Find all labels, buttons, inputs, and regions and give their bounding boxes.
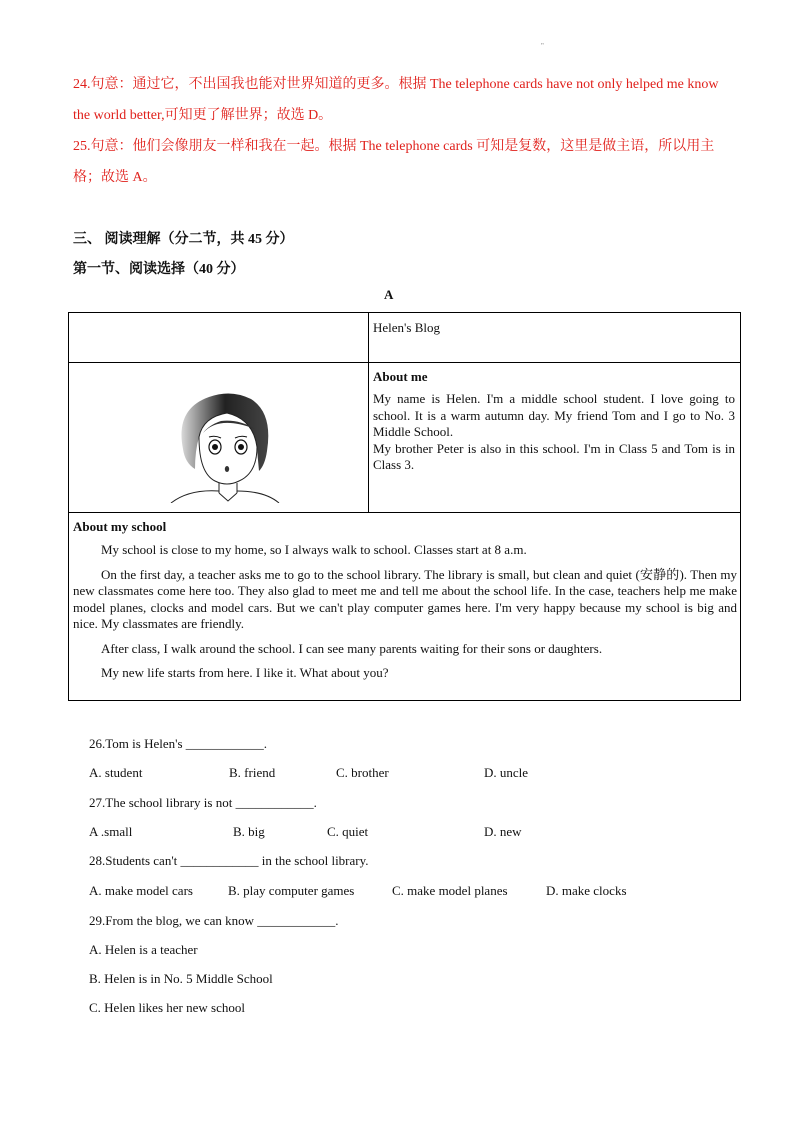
about-me-text2: My brother Peter is also in this school. I'm in Class 5 and Tom is in Class 3. <box>373 440 735 472</box>
question-27-option-c: C. quiet <box>327 824 369 839</box>
question-26-option-c: C. brother <box>336 765 389 780</box>
table-divider-row1 <box>69 362 740 363</box>
question-28-option-a: A. make model cars <box>89 883 193 898</box>
school-paragraph-3: After class, I walk around the school. I can see many parents waiting for their sons or daughters. <box>101 640 603 656</box>
question-29-stem: 29.From the blog, we can know ____________. <box>89 913 339 928</box>
question-29-option-a: A. Helen is a teacher <box>89 942 198 957</box>
question-27-stem: 27.The school library is not ____________. <box>89 795 317 810</box>
about-school-heading: About my school <box>73 519 167 534</box>
answer-25-line2: 格；故选 A。 <box>73 170 157 185</box>
question-26-option-b: B. friend <box>229 765 276 780</box>
about-me-heading: About me <box>373 369 428 384</box>
question-28-option-d: D. make clocks <box>546 883 627 898</box>
question-28-option-b: B. play computer games <box>228 883 355 898</box>
blog-title: Helen's Blog <box>373 320 440 335</box>
table-divider-row2 <box>69 512 740 513</box>
about-school-cell <box>73 519 737 682</box>
blog-table <box>68 312 741 701</box>
question-27-option-b: B. big <box>233 824 265 839</box>
section-heading: 三、 阅读理解（分二节，共 45 分） <box>73 232 294 247</box>
question-26-option-a: A. student <box>89 765 143 780</box>
answer-25-line1: 25.句意：他们会像朋友一样和我在一起。根据 The telephone cards 可知是复数，这里是做主语，所以用主 <box>73 139 715 154</box>
question-29-option-c: C. Helen likes her new school <box>89 1000 245 1015</box>
girl-portrait-illustration <box>169 389 281 503</box>
answer-24-line1: 24.句意：通过它，不出国我也能对世界知道的更多。根据 The telephone cards have not only helped me know <box>73 77 719 92</box>
school-paragraph-1: My school is close to my home, so I always walk to school. Classes start at 8 a.m. <box>101 542 527 557</box>
question-26-stem: 26.Tom is Helen's ____________. <box>89 736 268 751</box>
subsection-heading: 第一节、阅读选择（40 分） <box>73 262 245 277</box>
page-mark: " <box>541 42 544 50</box>
question-28-stem: 28.Students can't ____________ in the school library. <box>89 853 369 868</box>
table-divider-vertical <box>368 313 369 512</box>
passage-label: A <box>384 287 394 302</box>
about-me-cell <box>373 369 735 474</box>
answer-24-line2: the world better,可知更了解世界；故选 D。 <box>73 108 333 123</box>
school-paragraph-4: My new life starts from here. I like it. What about you? <box>101 665 389 680</box>
about-me-text: My name is Helen. I'm a middle school student. I love going to school. It is a warm autumn day. My friend Tom and I go to No. 3 Middle School. <box>373 391 735 439</box>
school-paragraph-2: On the first day, a teacher asks me to go to the school library. The library is small, but clean and quiet (安静的). Then my new classmates come here too. They also glad to meet me and tell me about the school life. In the case, teachers help me make model planes, clocks and model cars. But we can't play computer games here. I'm very happy because my school is big and nice. My classmates are friendly. <box>73 566 737 631</box>
question-27-option-a: A .small <box>89 824 133 839</box>
question-29-option-b: B. Helen is in No. 5 Middle School <box>89 971 273 986</box>
question-28-option-c: C. make model planes <box>392 883 508 898</box>
question-27-option-d: D. new <box>484 824 522 839</box>
question-26-option-d: D. uncle <box>484 765 529 780</box>
